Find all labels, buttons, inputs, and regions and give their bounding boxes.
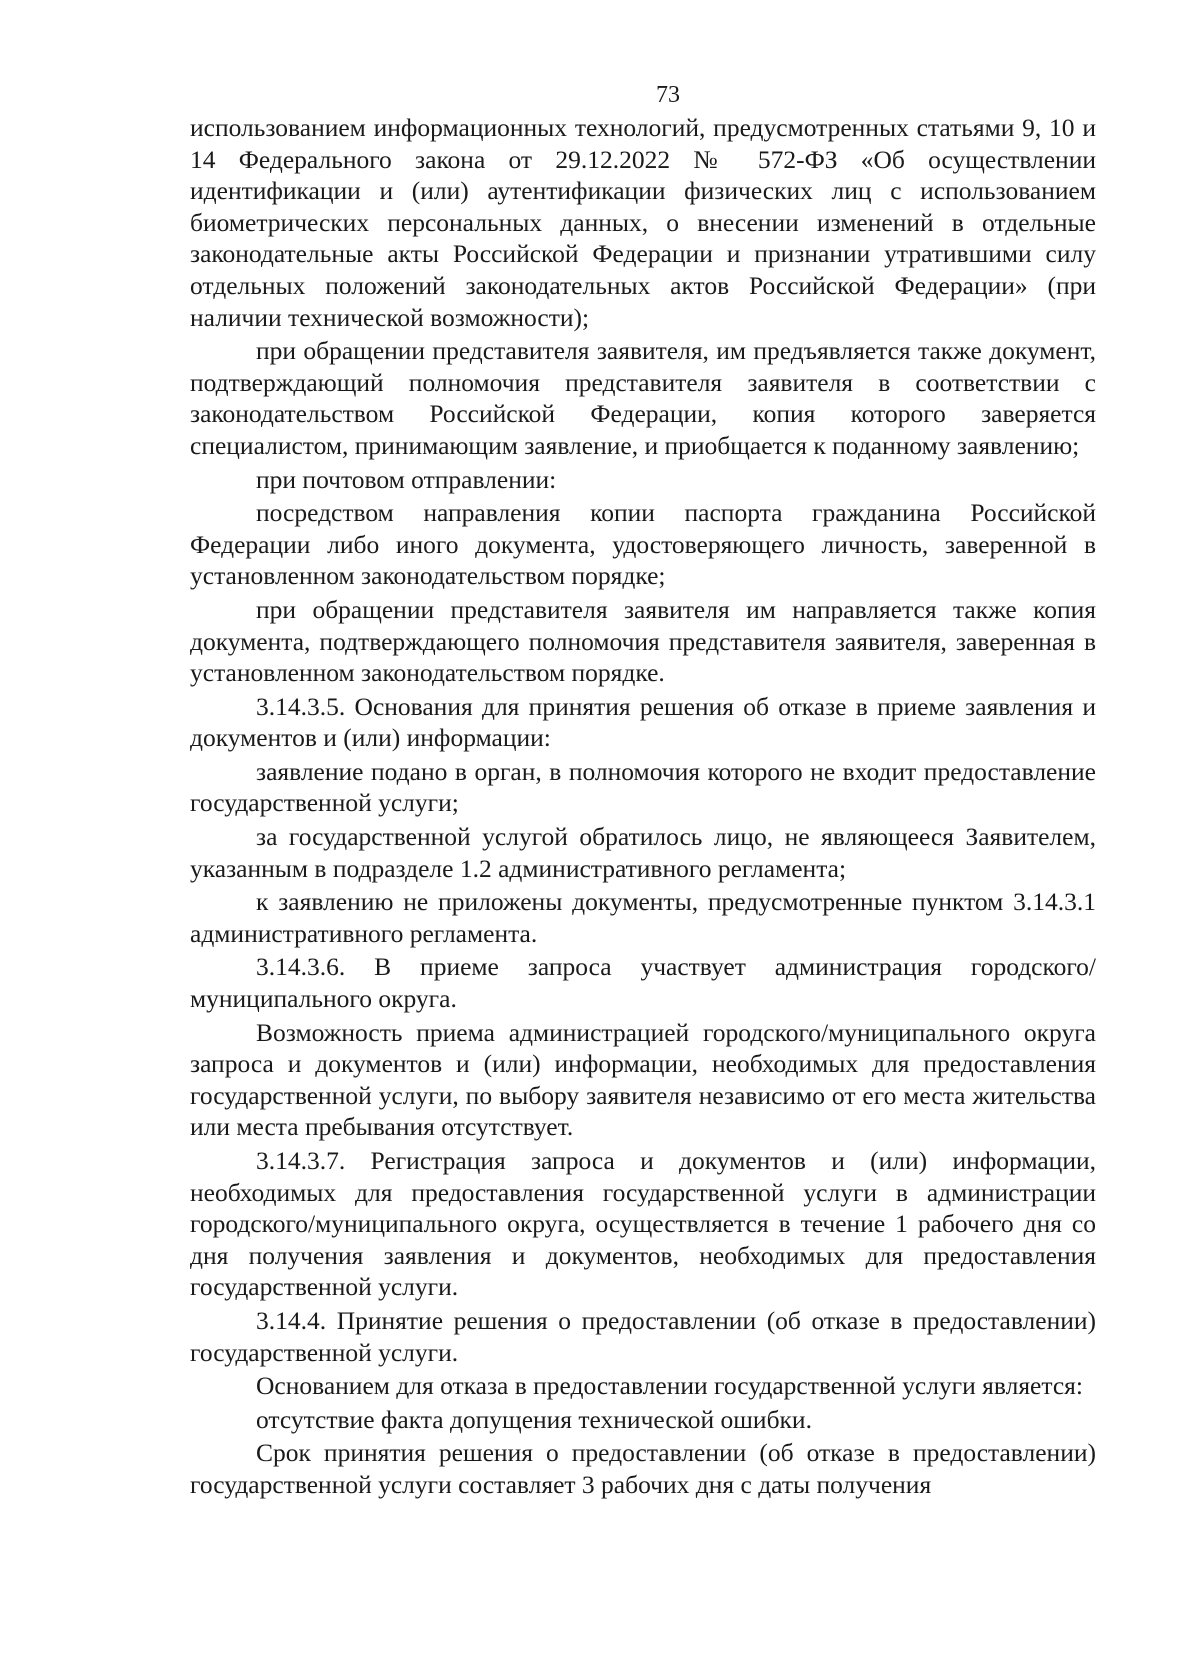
paragraph-3: при почтовом отправлении: — [256, 464, 557, 494]
paragraph-8: за государственной услугой обратилось лицо, не являющееся Заявителем, указанным в подразделе 1.2 административного регламента; — [190, 822, 1096, 883]
paragraph-5: при обращении представителя заявителя им направляется также копия документа, подтверждающего полномочия представителя заявителя, заверенная в установленном законодательством порядке. — [190, 594, 1096, 688]
page-number: 73 — [656, 82, 680, 108]
paragraph-12: 3.14.3.7. Регистрация запроса и документов и (или) информации, необходимых для предоставления государственной услуги в администрации городского/муниципального округа, осуществляется в течение 1 рабочего дня со дня получения заявления и документов, необходимых для предоставления государственной услуги. — [190, 1146, 1096, 1302]
paragraph-15: отсутствие факта допущения технической ошибки. — [256, 1404, 812, 1434]
paragraph-2: при обращении представителя заявителя, им предъявляется также документ, подтверждающий полномочия представителя заявителя в соответствии с законодательством Российской Федерации, копия которого заверяется специалистом, принимающим заявление, и приобщается к поданному заявлению; — [190, 336, 1096, 460]
paragraph-1: использованием информационных технологий, предусмотренных статьями 9, 10 и 14 Федерального закона от 29.12.2022 № 572-ФЗ «Об осуществлении идентификации и (или) аутентификации физических лиц с использованием биометрических персональных данных, о внесении изменений в отдельные законодательные акты Российской Федерации и признании утратившими силу отдельных положений законодательных актов Российской Федерации» (при наличии технической возможности); — [190, 113, 1096, 332]
paragraph-4: посредством направления копии паспорта гражданина Российской Федерации либо иного документа, удостоверяющего личность, заверенной в установленном законодательством порядке; — [190, 498, 1096, 591]
paragraph-13: 3.14.4. Принятие решения о предоставлении (об отказе в предоставлении) государственной услуги. — [190, 1305, 1096, 1367]
paragraph-10: 3.14.3.6. В приеме запроса участвует администрация городского/муниципального округа. — [190, 952, 1096, 1014]
paragraph-7: заявление подано в орган, в полномочия которого не входит предоставление государственной услуги; — [190, 756, 1096, 818]
paragraph-16: Срок принятия решения о предоставлении (об отказе в предоставлении) государственной услуги составляет 3 рабочих дня с даты получения — [190, 1438, 1096, 1499]
document-page — [190, 80, 1096, 1501]
paragraph-9: к заявлению не приложены документы, предусмотренные пунктом 3.14.3.1 административного регламента. — [190, 887, 1096, 948]
paragraph-11: Возможность приема администрацией городского/муниципального округа запроса и документов и (или) информации, необходимых для предоставления государственной услуги, по выбору заявителя независимо от его места жительства или места пребывания отсутствует. — [190, 1017, 1096, 1142]
paragraph-14: Основанием для отказа в предоставлении государственной услуги является: — [256, 1371, 1083, 1401]
paragraph-6: 3.14.3.5. Основания для принятия решения об отказе в приеме заявления и документов и (или) информации: — [190, 691, 1096, 753]
